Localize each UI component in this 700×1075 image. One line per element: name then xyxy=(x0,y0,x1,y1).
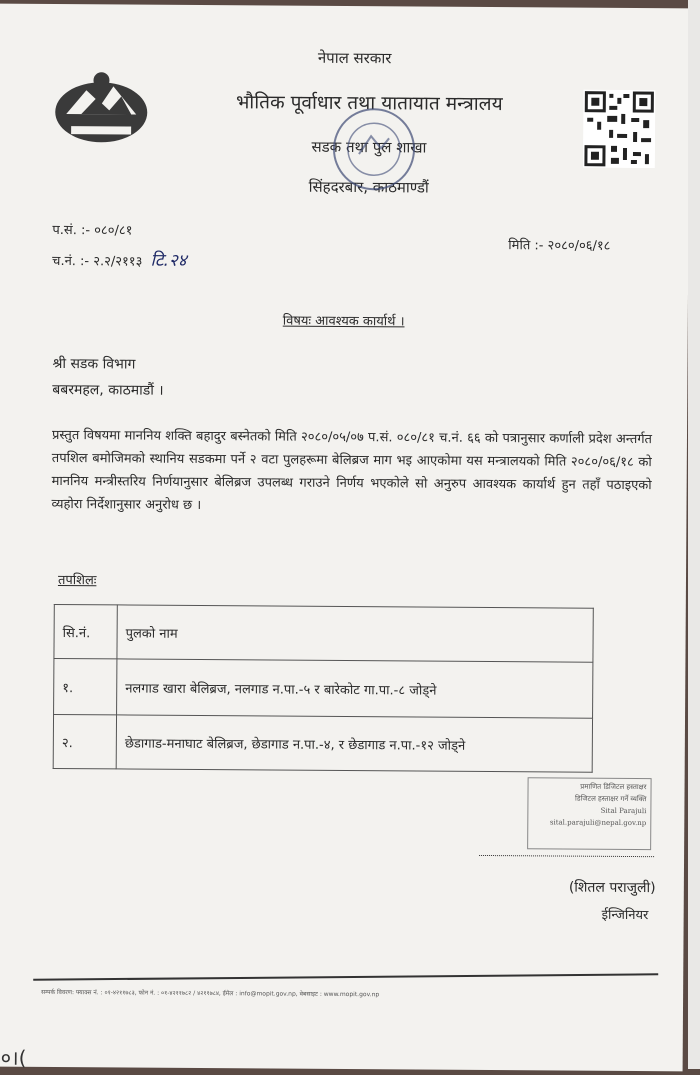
row-sn: २. xyxy=(53,714,116,768)
stamp-email: sital.parajuli@nepal.gov.np xyxy=(549,818,647,828)
header-bridge-name: पुलको नाम xyxy=(117,605,593,662)
row-bridge-name: छेडागाड-मनाघाट बेलिब्रज, छेडागाड न.पा.-४, र छेडागाड न.पा.-१२ जोड्ने xyxy=(116,715,592,772)
division-name: सडक तथा पुल शाखा xyxy=(311,137,427,157)
signature-line xyxy=(479,855,654,857)
letter-body: प्रस्तुत विषयमा माननिय शक्ति बहादुर बस्नेतको मिति २०८०/०५/०७ प.सं. ०८०/८१ च.नं. ६६ को पत्रानुसार कर्णाली प्रदेश अन्तर्गत तपशिल बमोजिमको स्थानिय सडकमा पर्ने २ वटा पुलहरूमा बेलिब्रज माग भइ आएकोमा यस मन्त्रालयको मिति २०८०/०६/१८ को माननिय मन्त्रीस्तरिय निर्णयानुसार बेलिब्रज उपलब्ध गराउने निर्णय भएकोले सो अनुरुप आवश्यक कार्यार्थ हुन तहाँ पठाइएको व्यहोरा निर्देशानुसार अनुरोध छ । xyxy=(51,427,653,514)
stamp-signer: Sital Parajuli xyxy=(600,806,647,816)
stamp-line: डिजिटल हस्ताक्षर गर्ने व्यक्ति xyxy=(574,794,647,804)
bridge-table xyxy=(53,604,594,773)
nepal-emblem-icon xyxy=(51,68,152,147)
corner-mark: ०।( xyxy=(0,1045,27,1070)
addressee-address: बबरमहल, काठमाडौं । xyxy=(52,381,164,399)
govt-name: नेपाल सरकार xyxy=(317,48,392,68)
tapasil-label: तपशिलः xyxy=(57,573,97,589)
page-edge xyxy=(688,0,700,1069)
row-sn: १. xyxy=(54,658,117,714)
qr-code-icon xyxy=(583,90,656,169)
ministry-seal-icon xyxy=(329,104,420,195)
chalani-printed: च.नं. :- २.२/२११३ xyxy=(52,253,143,270)
letter-subject: विषयः आवश्यक कार्यार्थ । xyxy=(282,313,405,330)
chalani-number xyxy=(52,247,187,271)
letter-page xyxy=(0,4,690,1072)
table-row xyxy=(53,714,592,772)
signatory-title: ईन्जिनियर xyxy=(601,907,649,924)
office-address: सिंहदरबार, काठमाण्डौं xyxy=(308,177,429,197)
table-header-row xyxy=(54,604,593,662)
chalani-handwritten: टि.२४ xyxy=(150,250,187,271)
footer-divider xyxy=(33,973,658,980)
addressee-name: श्री सडक विभाग xyxy=(52,355,136,373)
stamp-line: प्रमाणित डिजिटल हस्ताक्षर xyxy=(580,782,647,792)
header-sn: सि.नं. xyxy=(54,604,117,658)
patra-sankhya: प.सं. :- ०८०/८१ xyxy=(52,222,133,239)
footer-contact: सम्पर्क विवरण: फ्याक्स नं. : ०१-४२११७८३, फोन नं. : ०१-४२११७८२ / ४२११७८४, ईमेल : info@mopit.gov.np, वेबसाइट : www.mopit.gov.np xyxy=(41,988,380,999)
table-row xyxy=(54,658,593,718)
signatory-name: (शितल पराजुली) xyxy=(568,879,656,897)
row-bridge-name: नलगाड खारा बेलिब्रज, नलगाड न.पा.-५ र बारेकोट गा.पा.-८ जोड्ने xyxy=(117,659,593,718)
digital-signature-stamp xyxy=(527,777,651,850)
letter-date: मिति :- २०८०/०६/१८ xyxy=(508,238,611,254)
ministry-name: भौतिक पूर्वाधार तथा यातायात मन्त्रालय xyxy=(235,91,503,116)
